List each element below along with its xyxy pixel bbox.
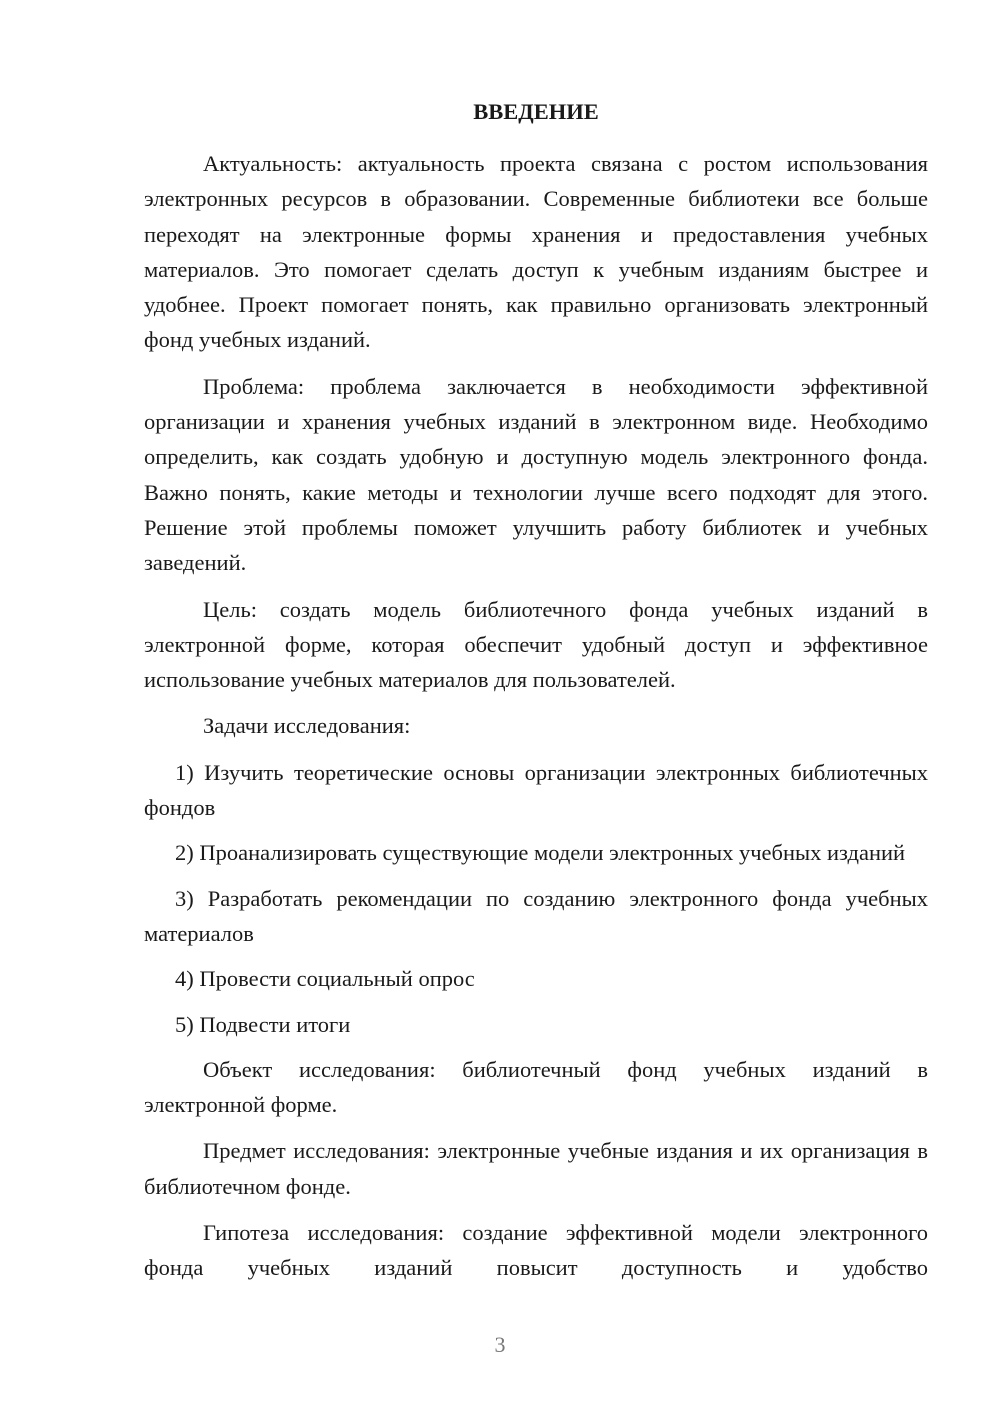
task-item-1: 1) Изучить теоретические основы организации электронных библиотечных фондов bbox=[144, 759, 928, 821]
paragraph-relevance: Актуальность: актуальность проекта связана с ростом использования электронных ресурсов в образовании. Современные библиотеки все больше переходят на электронные формы хранения и предоставления учебных материалов. Это помогает сделать доступ к учебным изданиям быстрее и удобнее. Проект помогает понять, как правильно организовать электронный фонд учебных изданий. bbox=[144, 151, 928, 353]
task-item-5: 5) Подвести итоги bbox=[175, 1011, 351, 1037]
task-item-3: 3) Разработать рекомендации по созданию электронного фонда учебных материалов bbox=[144, 885, 928, 946]
paragraph-hypothesis: Гипотеза исследования: создание эффективной модели электронного фонда учебных изданий повысит доступность и удобство bbox=[144, 1220, 928, 1281]
paragraph-problem: Проблема: проблема заключается в необходимости эффективной организации и хранения учебных изданий в электронном виде. Необходимо определить, как создать удобную и доступную модель электронного фонда. Важно понять, какие методы и технологии лучше всего подходят для этого. Решение этой проблемы поможет улучшить работу библиотек и учебных заведений. bbox=[144, 373, 928, 576]
document-page bbox=[144, 94, 928, 1286]
paragraph-goal: Цель: создать модель библиотечного фонда учебных изданий в электронной форме, которая обеспечит удобный доступ и эффективное использование учебных материалов для пользователей. bbox=[144, 596, 928, 693]
paragraph-object: Объект исследования: библиотечный фонд учебных изданий в электронной форме. bbox=[144, 1056, 928, 1118]
document-title: ВВЕДЕНИЕ bbox=[473, 99, 599, 124]
paragraph-subject: Предмет исследования: электронные учебные издания и их организация в библиотечном фонде. bbox=[144, 1138, 928, 1199]
task-item-2: 2) Проанализировать существующие модели электронных учебных изданий bbox=[175, 840, 906, 866]
page-number: 3 bbox=[494, 1332, 506, 1357]
paragraph-tasks-heading: Задачи исследования: bbox=[203, 713, 411, 739]
task-item-4: 4) Провести социальный опрос bbox=[175, 966, 475, 992]
